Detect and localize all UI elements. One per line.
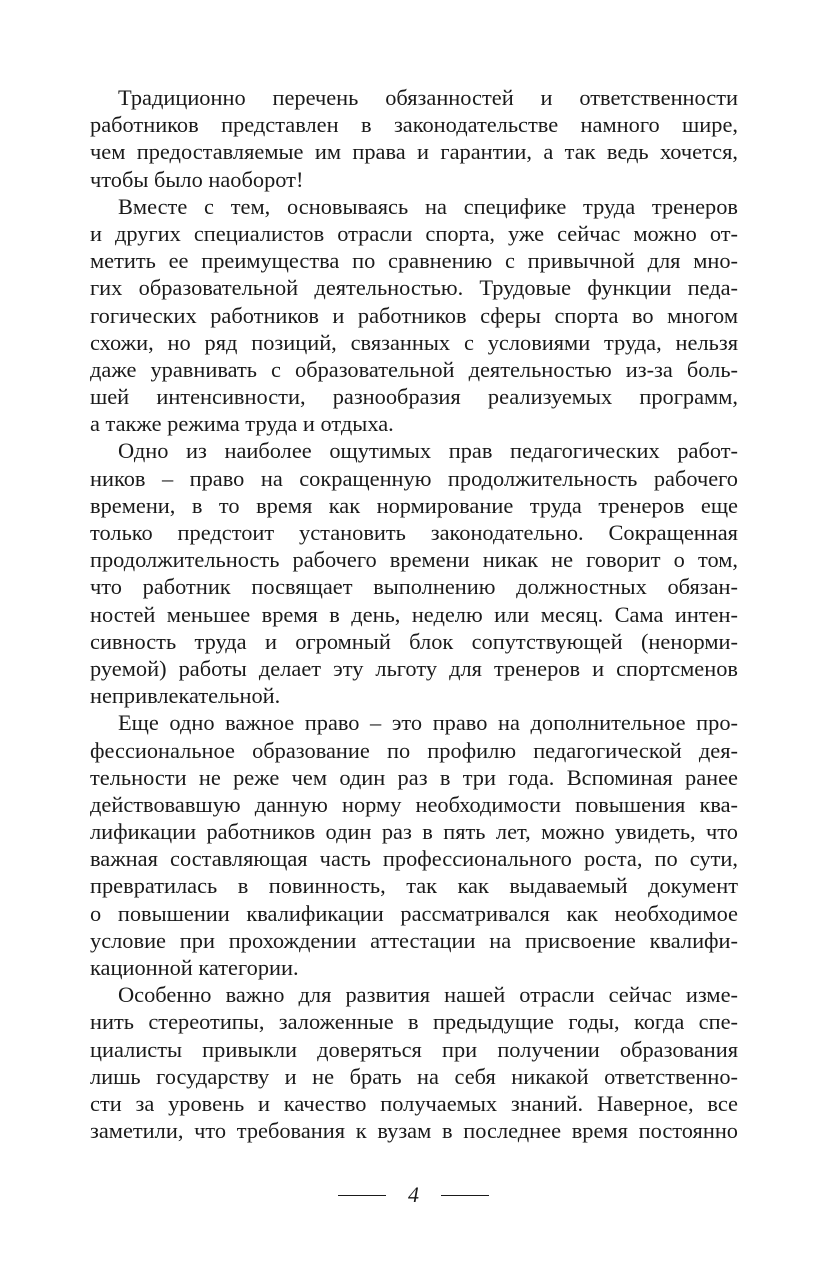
text-line: Вместе с тем, основываясь на специфике труда тренеров <box>118 193 738 219</box>
text-line: а также режима труда и отдыха. <box>90 411 394 437</box>
text-line: времени, в то время как нормирование труда тренеров еще <box>90 492 738 518</box>
text-line: ников – право на сокращенную продолжительность рабочего <box>90 465 738 491</box>
page-footer <box>0 1175 827 1215</box>
text-line: работников представлен в законодательстве намного шире, <box>90 112 738 138</box>
text-line: метить ее преимущества по сравнению с привычной для мно- <box>90 248 738 274</box>
text-line: что работник посвящает выполнению должностных обязан- <box>90 574 738 600</box>
text-line: о повышении квалификации рассматривался как необходимое <box>90 900 738 926</box>
page-body <box>90 84 738 1144</box>
paragraph <box>90 437 738 709</box>
text-line: сивность труда и огромный блок сопутствующей (ненорми- <box>90 628 738 654</box>
text-line: важная составляющая часть профессионального роста, по сути, <box>90 846 738 872</box>
footer-rule-right <box>441 1195 489 1196</box>
paragraph <box>90 193 738 438</box>
text-line: превратилась в повинность, так как выдаваемый документ <box>90 873 738 899</box>
text-line: Еще одно важное право – это право на дополнительное про- <box>118 710 738 736</box>
text-line: фессиональное образование по профилю педагогической дея- <box>90 737 738 763</box>
text-line: гогических работников и работников сферы спорта во многом <box>90 302 738 328</box>
text-line: чтобы было наоборот! <box>90 166 304 192</box>
text-line: шей интенсивности, разнообразия реализуемых программ, <box>90 384 738 410</box>
text-line: нить стереотипы, заложенные в предыдущие годы, когда спе- <box>90 1009 738 1035</box>
text-line: лификации работников один раз в пять лет, можно увидеть, что <box>90 819 738 845</box>
text-line: кационной категории. <box>90 955 299 980</box>
text-line: руемой) работы делает эту льготу для тренеров и спортсменов <box>90 655 738 681</box>
paragraph <box>90 709 738 981</box>
text-line: действовавшую данную норму необходимости повышения ква- <box>90 791 738 817</box>
text-line: только предстоит установить законодательно. Сокращенная <box>90 520 738 545</box>
text-line: лишь государству и не брать на себя никакой ответственно- <box>90 1063 738 1089</box>
text-line: сти за уровень и качество получаемых знаний. Наверное, все <box>90 1090 738 1116</box>
footer-rule-left <box>338 1195 386 1196</box>
text-line: ностей меньшее время в день, неделю или месяц. Сама интен- <box>90 601 738 627</box>
text-line: циалисты привыкли доверяться при получении образования <box>90 1036 738 1062</box>
text-line: условие при прохождении аттестации на присвоение квалифи- <box>90 927 738 953</box>
text-line: гих образовательной деятельностью. Трудовые функции педа- <box>90 275 738 301</box>
text-line: схожи, но ряд позиций, связанных с условиями труда, нельзя <box>90 329 738 355</box>
text-line: и других специалистов отрасли спорта, уже сейчас можно от- <box>90 220 738 246</box>
text-line: тельности не реже чем один раз в три года. Вспоминая ранее <box>90 764 738 790</box>
paragraph <box>90 981 738 1144</box>
text-line: Особенно важно для развития нашей отрасли сейчас изме- <box>118 982 738 1008</box>
text-line: продолжительность рабочего времени никак не говорит о том, <box>90 547 738 573</box>
text-line: Одно из наиболее ощутимых прав педагогических работ- <box>118 438 738 464</box>
text-line: даже уравнивать с образовательной деятельностью из-за боль- <box>90 356 738 382</box>
text-line: чем предоставляемые им права и гарантии, а так ведь хочется, <box>90 139 738 165</box>
page-number: 4 <box>408 1182 419 1207</box>
text-line: заметили, что требования к вузам в последнее время постоянно <box>90 1118 738 1144</box>
paragraph <box>90 84 738 193</box>
text-line: непривлекательной. <box>90 683 281 709</box>
text-line: Традиционно перечень обязанностей и ответственности <box>118 85 738 110</box>
